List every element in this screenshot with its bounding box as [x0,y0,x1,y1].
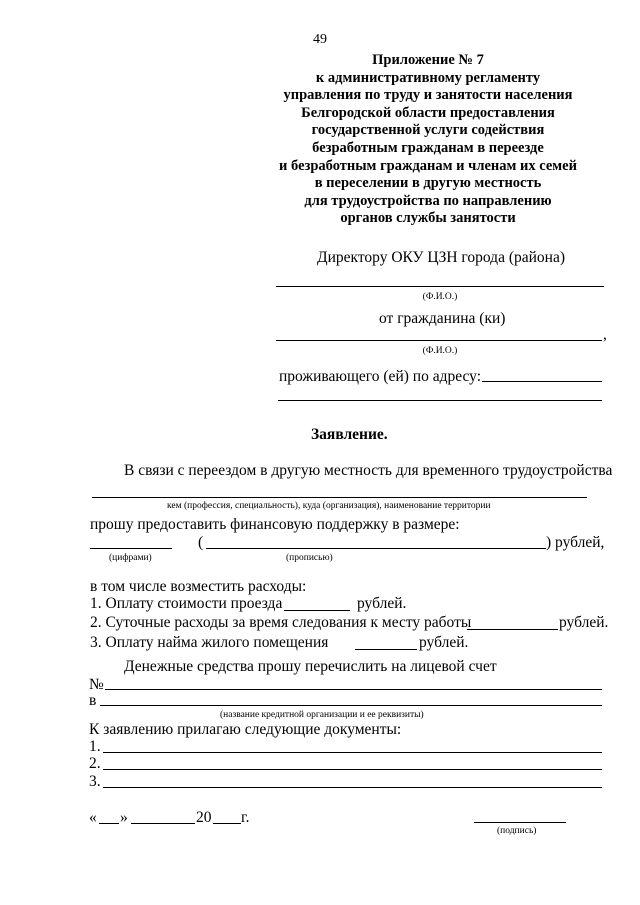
fio-caption: (Ф.И.О.) [422,292,458,302]
request-text: прошу предоставить финансовую поддержку в размере: [90,516,460,533]
housing-amount-line[interactable] [355,649,417,650]
document-number: 3. [89,773,101,790]
document-line[interactable] [103,787,602,788]
date-year-line[interactable] [213,823,241,824]
expense-item-travel: 1. Оплату стоимости проезда [90,595,283,612]
account-number-line[interactable] [105,689,602,690]
appendix-line: для трудоустройства по направлению [304,192,552,209]
page-number: 49 [313,32,327,47]
director-line: Директору ОКУ ЦЗН города (района) [317,249,565,266]
date-day-line[interactable] [99,823,119,824]
amount-words-line[interactable] [206,548,546,549]
appendix-line: государственной услуги содействия [311,122,545,139]
document-line[interactable] [103,752,602,753]
appendix-line: безработным гражданам в переезде [312,139,544,156]
amount-digits-line[interactable] [90,548,172,549]
date-close-quote: » [120,809,128,826]
open-paren: ( [198,534,204,551]
citizen-fio-line[interactable] [276,340,602,341]
appendix-line: и безработным гражданам и членам их семей [279,157,577,174]
residing-label: проживающего (ей) по адресу: [279,368,481,385]
address-line[interactable] [278,400,602,401]
travel-unit: рублей. [357,595,407,612]
year-suffix: г. [241,809,250,826]
digits-caption: (цифрами) [109,553,152,563]
comma: , [603,326,607,343]
bank-label: в [89,692,97,709]
expense-item-daily: 2. Суточные расходы за время следования к месту работы [90,614,472,631]
appendix-header [262,52,594,228]
rubles-label: ) рублей, [546,534,605,551]
from-citizen-label: от гражданина (ки) [379,310,506,327]
date-open-quote: « [89,809,97,826]
appendix-line: в переселении в другую местность [314,175,542,192]
document-line[interactable] [103,769,602,770]
fio-caption: (Ф.И.О.) [422,346,458,356]
signature-line[interactable] [474,822,566,823]
bank-caption: (название кредитной организации и ее реквизиты) [220,710,424,720]
date-month-line[interactable] [131,823,195,824]
transfer-text: Денежные средства прошу перечислить на лицевой счет [124,658,497,675]
travel-amount-line[interactable] [284,610,350,611]
bank-line[interactable] [100,705,602,706]
account-number-label: № [89,676,104,693]
attachments-text: К заявлению прилагаю следующие документы: [89,721,402,738]
appendix-line: управления по труду и занятости населения [283,87,573,104]
document-number: 1. [89,738,101,755]
destination-line[interactable] [92,497,587,498]
expense-item-housing: 3. Оплату найма жилого помещения [90,634,329,651]
signature-caption: (подпись) [497,826,537,836]
appendix-line: Приложение № 7 [372,52,484,68]
including-text: в том числе возместить расходы: [90,578,307,595]
director-fio-line[interactable] [276,286,604,287]
appendix-line: органов службы занятости [340,210,516,227]
words-caption: (прописью) [286,553,333,563]
destination-caption: кем (профессия, специальность), куда (организация), наименование территории [167,501,491,511]
daily-amount-line[interactable] [467,629,558,630]
appendix-line: Белгородской области предоставления [301,104,555,121]
appendix-line: к административному регламенту [315,69,541,86]
year-prefix: 20 [196,809,212,826]
document-number: 2. [89,755,101,772]
statement-title: Заявление. [311,426,388,443]
intro-text: В связи с переездом в другую местность для временного трудоустройства [124,462,613,479]
address-line[interactable] [482,381,602,382]
housing-unit: рублей. [419,634,469,651]
daily-unit: рублей. [559,614,609,631]
